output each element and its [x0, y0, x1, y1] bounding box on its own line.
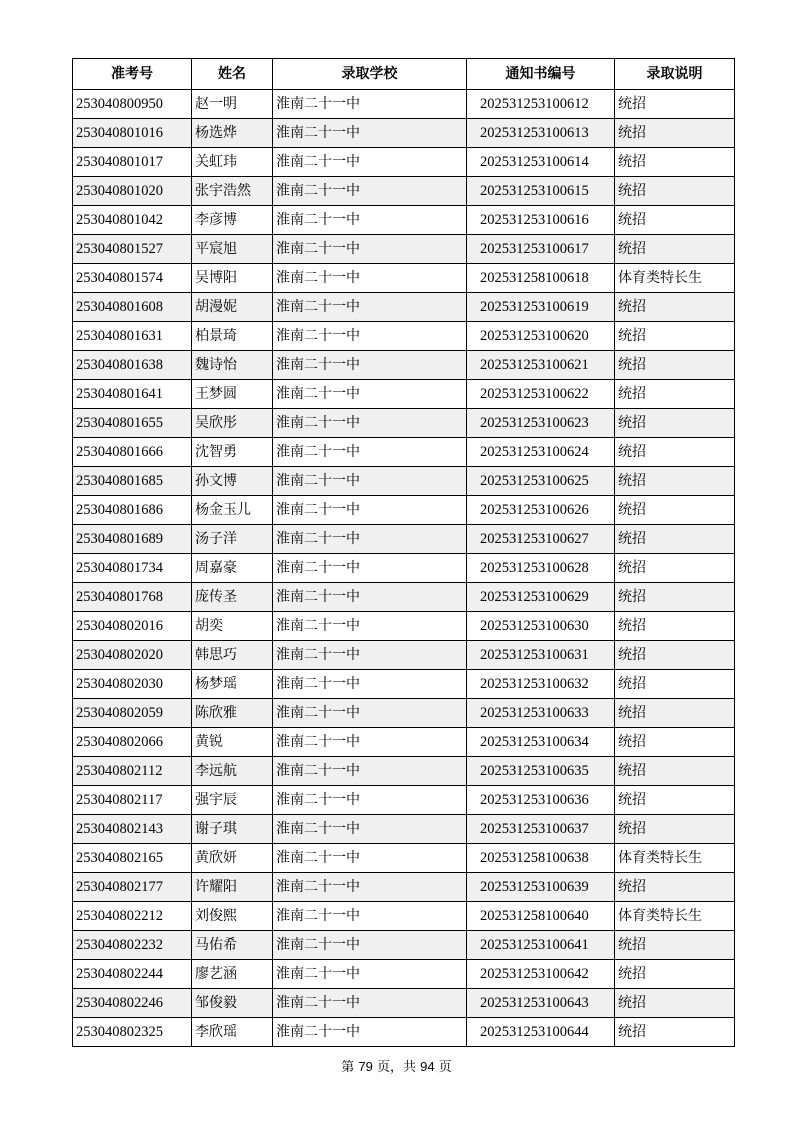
- cell-admission-note: 统招: [615, 525, 735, 554]
- cell-exam-number: 253040802016: [73, 612, 192, 641]
- cell-notice-number: 202531253100619: [467, 293, 615, 322]
- cell-school: 淮南二十一中: [273, 612, 467, 641]
- table-row: [73, 612, 735, 641]
- cell-admission-note: 统招: [615, 351, 735, 380]
- cell-admission-note: 统招: [615, 815, 735, 844]
- cell-notice-number: 202531253100613: [467, 119, 615, 148]
- cell-exam-number: 253040801768: [73, 583, 192, 612]
- cell-notice-number: 202531253100621: [467, 351, 615, 380]
- cell-school: 淮南二十一中: [273, 235, 467, 264]
- cell-exam-number: 253040801655: [73, 409, 192, 438]
- table-row: [73, 525, 735, 554]
- cell-exam-number: 253040801685: [73, 467, 192, 496]
- cell-notice-number: 202531253100634: [467, 728, 615, 757]
- cell-name: 黄锐: [192, 728, 273, 757]
- cell-name: 李彦博: [192, 206, 273, 235]
- table-row: [73, 293, 735, 322]
- cell-exam-number: 253040802066: [73, 728, 192, 757]
- cell-exam-number: 253040802232: [73, 931, 192, 960]
- cell-name: 谢子琪: [192, 815, 273, 844]
- cell-school: 淮南二十一中: [273, 148, 467, 177]
- cell-exam-number: 253040802059: [73, 699, 192, 728]
- cell-school: 淮南二十一中: [273, 873, 467, 902]
- cell-admission-note: 统招: [615, 699, 735, 728]
- cell-notice-number: 202531258100640: [467, 902, 615, 931]
- cell-exam-number: 253040801574: [73, 264, 192, 293]
- table-row: [73, 119, 735, 148]
- cell-name: 汤子洋: [192, 525, 273, 554]
- cell-admission-note: 统招: [615, 438, 735, 467]
- table-row: [73, 989, 735, 1018]
- cell-name: 平宸旭: [192, 235, 273, 264]
- cell-admission-note: 统招: [615, 90, 735, 119]
- cell-admission-note: 体育类特长生: [615, 264, 735, 293]
- footer-middle: 页，共: [376, 1060, 416, 1075]
- cell-exam-number: 253040801686: [73, 496, 192, 525]
- cell-admission-note: 体育类特长生: [615, 902, 735, 931]
- table-row: [73, 264, 735, 293]
- table-row: [73, 670, 735, 699]
- cell-exam-number: 253040802165: [73, 844, 192, 873]
- table-row: [73, 496, 735, 525]
- cell-notice-number: 202531253100625: [467, 467, 615, 496]
- cell-notice-number: 202531253100620: [467, 322, 615, 351]
- cell-notice-number: 202531253100624: [467, 438, 615, 467]
- cell-exam-number: 253040802244: [73, 960, 192, 989]
- table-row: [73, 177, 735, 206]
- cell-name: 杨梦瑶: [192, 670, 273, 699]
- table-row: [73, 380, 735, 409]
- cell-exam-number: 253040800950: [73, 90, 192, 119]
- cell-exam-number: 253040801638: [73, 351, 192, 380]
- cell-admission-note: 统招: [615, 989, 735, 1018]
- cell-school: 淮南二十一中: [273, 641, 467, 670]
- cell-school: 淮南二十一中: [273, 264, 467, 293]
- cell-exam-number: 253040802112: [73, 757, 192, 786]
- cell-name: 吴博阳: [192, 264, 273, 293]
- table-row: [73, 235, 735, 264]
- cell-notice-number: 202531253100623: [467, 409, 615, 438]
- cell-school: 淮南二十一中: [273, 786, 467, 815]
- cell-name: 胡奕: [192, 612, 273, 641]
- cell-name: 李欣瑶: [192, 1018, 273, 1047]
- cell-name: 王梦圆: [192, 380, 273, 409]
- cell-name: 沈智勇: [192, 438, 273, 467]
- cell-notice-number: 202531253100641: [467, 931, 615, 960]
- cell-admission-note: 统招: [615, 931, 735, 960]
- cell-name: 张宇浩然: [192, 177, 273, 206]
- header-admission-note: 录取说明: [615, 59, 735, 90]
- cell-exam-number: 253040802143: [73, 815, 192, 844]
- cell-school: 淮南二十一中: [273, 293, 467, 322]
- cell-name: 马佑希: [192, 931, 273, 960]
- cell-notice-number: 202531253100637: [467, 815, 615, 844]
- cell-school: 淮南二十一中: [273, 960, 467, 989]
- cell-admission-note: 统招: [615, 960, 735, 989]
- cell-exam-number: 253040801608: [73, 293, 192, 322]
- cell-admission-note: 统招: [615, 177, 735, 206]
- footer-prefix: 第: [341, 1060, 355, 1075]
- cell-name: 强宇辰: [192, 786, 273, 815]
- cell-name: 廖艺涵: [192, 960, 273, 989]
- table-row: [73, 409, 735, 438]
- cell-exam-number: 253040801020: [73, 177, 192, 206]
- cell-name: 柏景琦: [192, 322, 273, 351]
- cell-school: 淮南二十一中: [273, 902, 467, 931]
- table-row: [73, 351, 735, 380]
- cell-exam-number: 253040802020: [73, 641, 192, 670]
- cell-notice-number: 202531253100614: [467, 148, 615, 177]
- table-row: [73, 873, 735, 902]
- table-row: [73, 148, 735, 177]
- cell-exam-number: 253040801666: [73, 438, 192, 467]
- header-notice-number: 通知书编号: [467, 59, 615, 90]
- cell-exam-number: 253040802212: [73, 902, 192, 931]
- cell-notice-number: 202531253100628: [467, 554, 615, 583]
- cell-admission-note: 统招: [615, 148, 735, 177]
- cell-notice-number: 202531253100622: [467, 380, 615, 409]
- cell-exam-number: 253040801734: [73, 554, 192, 583]
- cell-exam-number: 253040801641: [73, 380, 192, 409]
- cell-name: 魏诗怡: [192, 351, 273, 380]
- cell-school: 淮南二十一中: [273, 380, 467, 409]
- cell-admission-note: 统招: [615, 757, 735, 786]
- cell-exam-number: 253040802246: [73, 989, 192, 1018]
- cell-admission-note: 统招: [615, 409, 735, 438]
- table-row: [73, 641, 735, 670]
- cell-exam-number: 253040801631: [73, 322, 192, 351]
- cell-name: 杨金玉儿: [192, 496, 273, 525]
- cell-notice-number: 202531258100638: [467, 844, 615, 873]
- cell-name: 许耀阳: [192, 873, 273, 902]
- cell-name: 陈欣雅: [192, 699, 273, 728]
- current-page-number: 79: [358, 1059, 373, 1074]
- cell-name: 李远航: [192, 757, 273, 786]
- cell-exam-number: 253040802177: [73, 873, 192, 902]
- cell-school: 淮南二十一中: [273, 90, 467, 119]
- cell-notice-number: 202531253100644: [467, 1018, 615, 1047]
- cell-admission-note: 统招: [615, 670, 735, 699]
- admission-table: [72, 58, 735, 1047]
- cell-school: 淮南二十一中: [273, 177, 467, 206]
- page-footer: [0, 1056, 793, 1075]
- cell-name: 韩思巧: [192, 641, 273, 670]
- cell-school: 淮南二十一中: [273, 1018, 467, 1047]
- cell-notice-number: 202531253100639: [467, 873, 615, 902]
- cell-school: 淮南二十一中: [273, 670, 467, 699]
- table-row: [73, 902, 735, 931]
- cell-school: 淮南二十一中: [273, 351, 467, 380]
- cell-school: 淮南二十一中: [273, 699, 467, 728]
- cell-admission-note: 统招: [615, 293, 735, 322]
- table-header-row: [73, 59, 735, 90]
- table-row: [73, 438, 735, 467]
- cell-exam-number: 253040801017: [73, 148, 192, 177]
- cell-school: 淮南二十一中: [273, 119, 467, 148]
- cell-exam-number: 253040802117: [73, 786, 192, 815]
- cell-name: 黄欣妍: [192, 844, 273, 873]
- cell-notice-number: 202531258100618: [467, 264, 615, 293]
- cell-school: 淮南二十一中: [273, 989, 467, 1018]
- cell-admission-note: 统招: [615, 612, 735, 641]
- cell-school: 淮南二十一中: [273, 467, 467, 496]
- table-row: [73, 699, 735, 728]
- cell-admission-note: 统招: [615, 467, 735, 496]
- cell-admission-note: 统招: [615, 322, 735, 351]
- cell-name: 胡漫妮: [192, 293, 273, 322]
- cell-admission-note: 统招: [615, 786, 735, 815]
- table-row: [73, 931, 735, 960]
- cell-admission-note: 统招: [615, 206, 735, 235]
- cell-school: 淮南二十一中: [273, 815, 467, 844]
- cell-exam-number: 253040801527: [73, 235, 192, 264]
- table-row: [73, 322, 735, 351]
- table-row: [73, 844, 735, 873]
- table-row: [73, 90, 735, 119]
- cell-exam-number: 253040801016: [73, 119, 192, 148]
- cell-name: 庞传圣: [192, 583, 273, 612]
- cell-school: 淮南二十一中: [273, 496, 467, 525]
- cell-admission-note: 统招: [615, 554, 735, 583]
- cell-notice-number: 202531253100630: [467, 612, 615, 641]
- cell-admission-note: 统招: [615, 119, 735, 148]
- cell-name: 关虹玮: [192, 148, 273, 177]
- cell-school: 淮南二十一中: [273, 757, 467, 786]
- cell-notice-number: 202531253100643: [467, 989, 615, 1018]
- cell-name: 吴欣彤: [192, 409, 273, 438]
- footer-suffix: 页: [438, 1060, 452, 1075]
- cell-notice-number: 202531253100626: [467, 496, 615, 525]
- table-row: [73, 786, 735, 815]
- table-row: [73, 206, 735, 235]
- cell-notice-number: 202531253100632: [467, 670, 615, 699]
- cell-notice-number: 202531253100635: [467, 757, 615, 786]
- header-exam-number: 准考号: [73, 59, 192, 90]
- table-row: [73, 960, 735, 989]
- cell-notice-number: 202531253100627: [467, 525, 615, 554]
- cell-notice-number: 202531253100615: [467, 177, 615, 206]
- cell-admission-note: 体育类特长生: [615, 844, 735, 873]
- cell-name: 周嘉豪: [192, 554, 273, 583]
- cell-exam-number: 253040801689: [73, 525, 192, 554]
- cell-school: 淮南二十一中: [273, 931, 467, 960]
- table-row: [73, 467, 735, 496]
- cell-school: 淮南二十一中: [273, 554, 467, 583]
- cell-school: 淮南二十一中: [273, 322, 467, 351]
- total-page-count: 94: [420, 1059, 435, 1074]
- cell-notice-number: 202531253100642: [467, 960, 615, 989]
- cell-school: 淮南二十一中: [273, 728, 467, 757]
- cell-notice-number: 202531253100633: [467, 699, 615, 728]
- cell-name: 孙文博: [192, 467, 273, 496]
- header-school: 录取学校: [273, 59, 467, 90]
- cell-admission-note: 统招: [615, 641, 735, 670]
- cell-notice-number: 202531253100617: [467, 235, 615, 264]
- table-row: [73, 757, 735, 786]
- table-row: [73, 583, 735, 612]
- cell-admission-note: 统招: [615, 583, 735, 612]
- cell-admission-note: 统招: [615, 873, 735, 902]
- cell-admission-note: 统招: [615, 235, 735, 264]
- cell-school: 淮南二十一中: [273, 409, 467, 438]
- table-row: [73, 1018, 735, 1047]
- table-row: [73, 728, 735, 757]
- cell-admission-note: 统招: [615, 380, 735, 409]
- cell-notice-number: 202531253100629: [467, 583, 615, 612]
- cell-admission-note: 统招: [615, 496, 735, 525]
- cell-name: 刘俊熙: [192, 902, 273, 931]
- cell-notice-number: 202531253100631: [467, 641, 615, 670]
- cell-exam-number: 253040802030: [73, 670, 192, 699]
- cell-school: 淮南二十一中: [273, 583, 467, 612]
- cell-school: 淮南二十一中: [273, 438, 467, 467]
- cell-notice-number: 202531253100616: [467, 206, 615, 235]
- cell-school: 淮南二十一中: [273, 206, 467, 235]
- cell-name: 杨选烨: [192, 119, 273, 148]
- cell-exam-number: 253040802325: [73, 1018, 192, 1047]
- table-row: [73, 815, 735, 844]
- cell-exam-number: 253040801042: [73, 206, 192, 235]
- cell-notice-number: 202531253100636: [467, 786, 615, 815]
- cell-school: 淮南二十一中: [273, 844, 467, 873]
- header-name: 姓名: [192, 59, 273, 90]
- cell-admission-note: 统招: [615, 728, 735, 757]
- cell-name: 赵一明: [192, 90, 273, 119]
- cell-notice-number: 202531253100612: [467, 90, 615, 119]
- cell-name: 邹俊毅: [192, 989, 273, 1018]
- cell-admission-note: 统招: [615, 1018, 735, 1047]
- cell-school: 淮南二十一中: [273, 525, 467, 554]
- table-row: [73, 554, 735, 583]
